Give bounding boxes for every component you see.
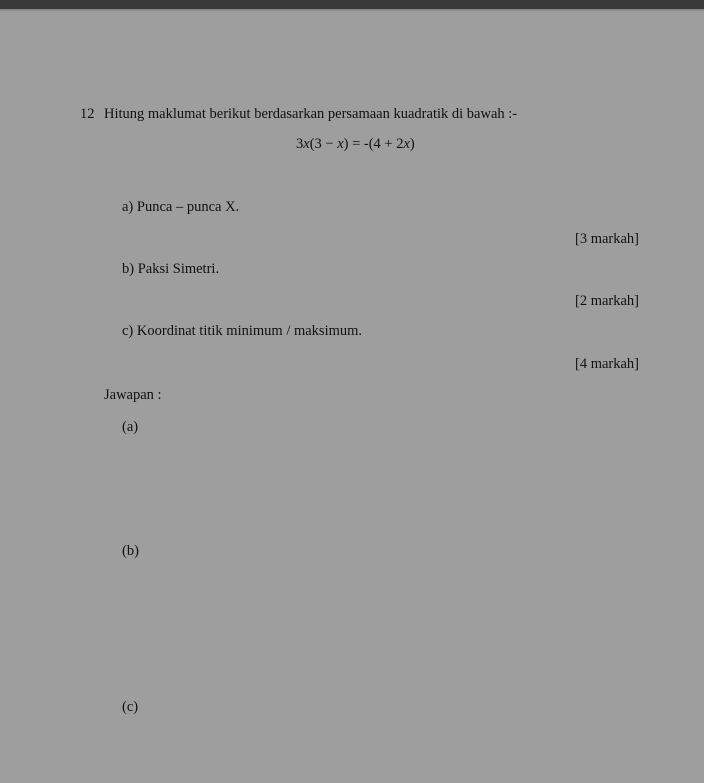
question-text: Hitung maklumat berikut berdasarkan persamaan kuadratik di bawah :-: [104, 106, 518, 122]
answer-a-label: (a): [122, 419, 139, 435]
eq-var: x: [337, 136, 344, 152]
eq-var: x: [303, 136, 310, 152]
part-b-marks: [2 markah]: [575, 293, 640, 309]
quadratic-equation: [296, 135, 415, 153]
part-a-label: a) Punca – punca X.: [122, 199, 240, 215]
eq-part: ): [409, 136, 415, 152]
eq-var: x: [403, 136, 410, 152]
eq-part: (3 −: [309, 136, 338, 152]
part-c-label: c) Koordinat titik minimum / maksimum.: [122, 323, 363, 339]
part-b-label: b) Paksi Simetri.: [122, 261, 220, 277]
part-a-marks: [3 markah]: [575, 231, 640, 247]
question-number: 12: [80, 106, 95, 122]
top-border: [0, 0, 704, 9]
part-c-marks: [4 markah]: [575, 356, 640, 372]
eq-part: 3: [296, 136, 304, 152]
answer-c-label: (c): [122, 699, 139, 715]
answer-b-label: (b): [122, 543, 139, 559]
eq-part: ) = -(4 + 2: [343, 136, 404, 152]
answer-heading: Jawapan :: [104, 387, 162, 403]
